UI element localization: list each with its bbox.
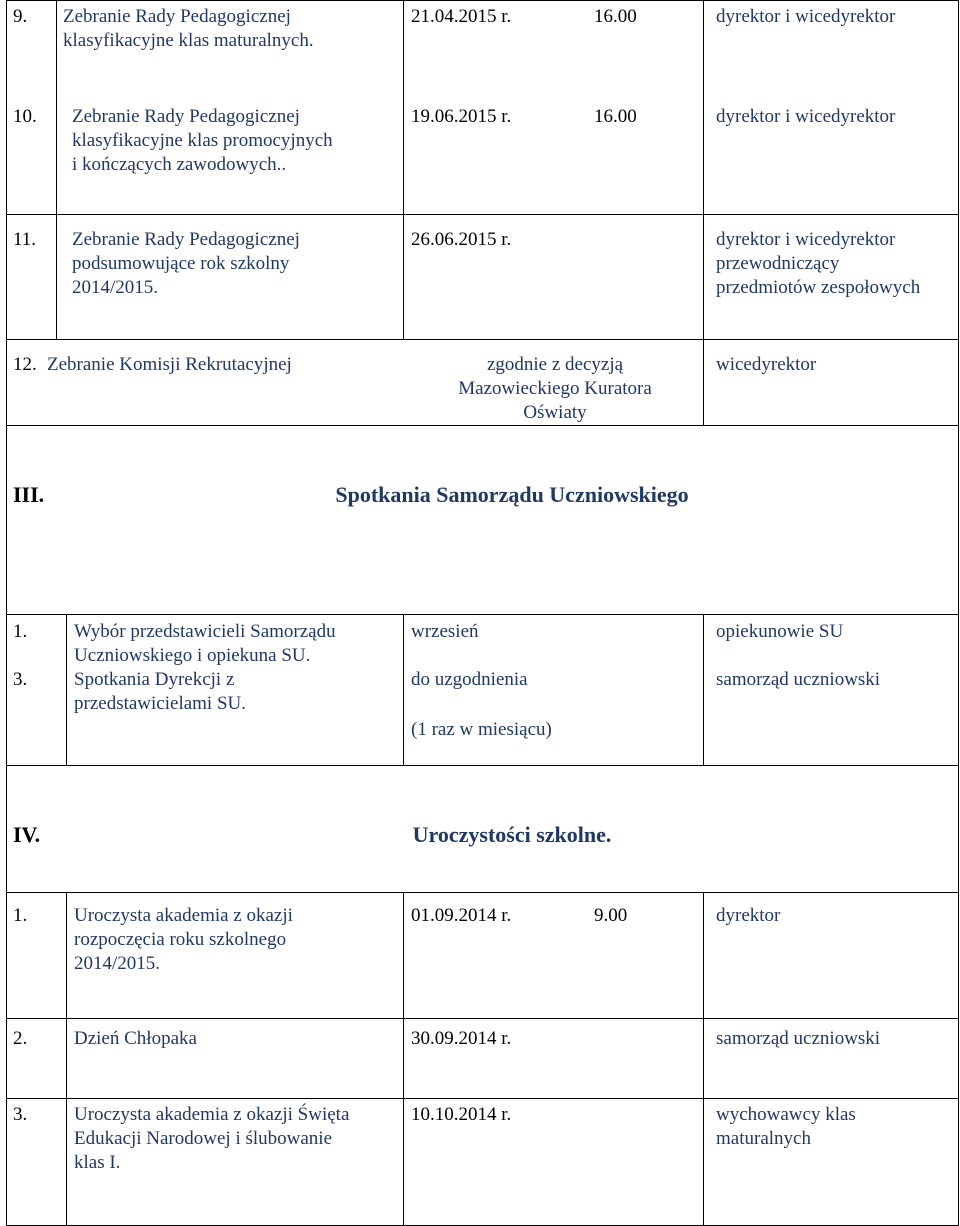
event-date-note: Oświaty [523,402,587,423]
row-number: 11. [13,229,37,250]
row-divider [6,214,958,215]
row-divider [6,765,958,766]
responsible: wychowawcy klas [716,1104,856,1125]
event-line: Edukacji Narodowej i ślubowanie [74,1128,333,1149]
responsible: dyrektor i wicedyrektor [716,229,896,250]
responsible: dyrektor [716,905,781,926]
responsible: samorząd uczniowski [716,669,881,690]
item-number: 2. [13,1028,28,1049]
row-divider [6,1018,958,1019]
responsible: opiekunowie SU [716,621,844,642]
row-divider [6,1098,958,1099]
event-line: Zebranie Rady Pedagogicznej [72,106,300,127]
row-number: 12. [13,354,37,375]
event-date: 19.06.2015 r. [411,106,512,127]
row-divider [6,339,958,340]
table-border-right [958,0,959,1226]
event-time: 16.00 [594,6,637,27]
responsible: maturalnych [716,1128,811,1149]
event-line: klas I. [74,1152,121,1173]
responsible: samorząd uczniowski [716,1028,881,1049]
event-line: klasyfikacyjne klas promocyjnych [72,130,333,151]
section-number: IV. [13,822,41,847]
event-date: do uzgodnienia [411,669,528,690]
item-number: 1. [13,905,28,926]
item-number: 3. [13,1104,28,1125]
responsible: wicedyrektor [716,354,817,375]
row-divider [6,892,958,893]
event-line: przedstawicielami SU. [74,693,247,714]
event-line: Uczniowskiego i opiekuna SU. [74,645,311,666]
event-line: Dzień Chłopaka [74,1028,197,1049]
responsible: dyrektor i wicedyrektor [716,106,896,127]
col-divider [403,614,404,765]
event-date: 21.04.2015 r. [411,6,512,27]
event-line: Zebranie Rady Pedagogicznej [63,6,291,27]
event-line: Uroczysta akademia z okazji [74,905,293,926]
event-line: rozpoczęcia roku szkolnego [74,929,287,950]
col-divider [56,0,57,339]
event-time: 9.00 [594,905,628,926]
col-divider [403,892,404,1226]
event-date-note: (1 raz w miesiącu) [411,719,552,740]
row-number: 10. [13,106,37,127]
row-number: 9. [13,6,28,27]
event-line: Wybór przedstawicieli Samorządu [74,621,336,642]
section-title: Spotkania Samorządu Uczniowskiego [335,482,689,507]
table-border-left [6,0,7,1226]
event-date: 01.09.2014 r. [411,905,512,926]
event-line: Zebranie Komisji Rekrutacyjnej [47,354,292,375]
row-divider [6,0,958,1]
event-line: Uroczysta akademia z okazji Święta [74,1104,350,1125]
section-number: III. [13,482,45,507]
col-divider [703,892,704,1226]
row-divider [6,614,958,615]
responsible: przewodniczący [716,253,840,274]
responsible: przedmiotów zespołowych [716,277,921,298]
responsible: dyrektor i wicedyrektor [716,6,896,27]
event-line: Spotkania Dyrekcji z [74,669,235,690]
event-line: 2014/2015. [74,953,161,974]
col-divider [66,892,67,1226]
event-date: 10.10.2014 r. [411,1104,512,1125]
event-line: klasyfikacyjne klas maturalnych. [63,30,314,51]
event-date-note: zgodnie z decyzją [486,354,624,375]
event-date: 30.09.2014 r. [411,1028,512,1049]
event-date-note: Mazowieckiego Kuratora [458,378,652,399]
event-date: 26.06.2015 r. [411,229,512,250]
event-line: 2014/2015. [72,277,159,298]
event-line: podsumowujące rok szkolny [72,253,290,274]
section-title: Uroczystości szkolne. [412,822,612,847]
col-divider [403,0,404,339]
event-line: i kończących zawodowych.. [72,154,287,175]
item-number: 3. [13,669,28,690]
col-divider [703,614,704,765]
event-time: 16.00 [594,106,637,127]
col-divider [66,614,67,765]
event-date: wrzesień [411,621,479,642]
item-number: 1. [13,621,28,642]
col-divider [703,0,704,339]
row-divider [6,425,958,426]
event-line: Zebranie Rady Pedagogicznej [72,229,300,250]
